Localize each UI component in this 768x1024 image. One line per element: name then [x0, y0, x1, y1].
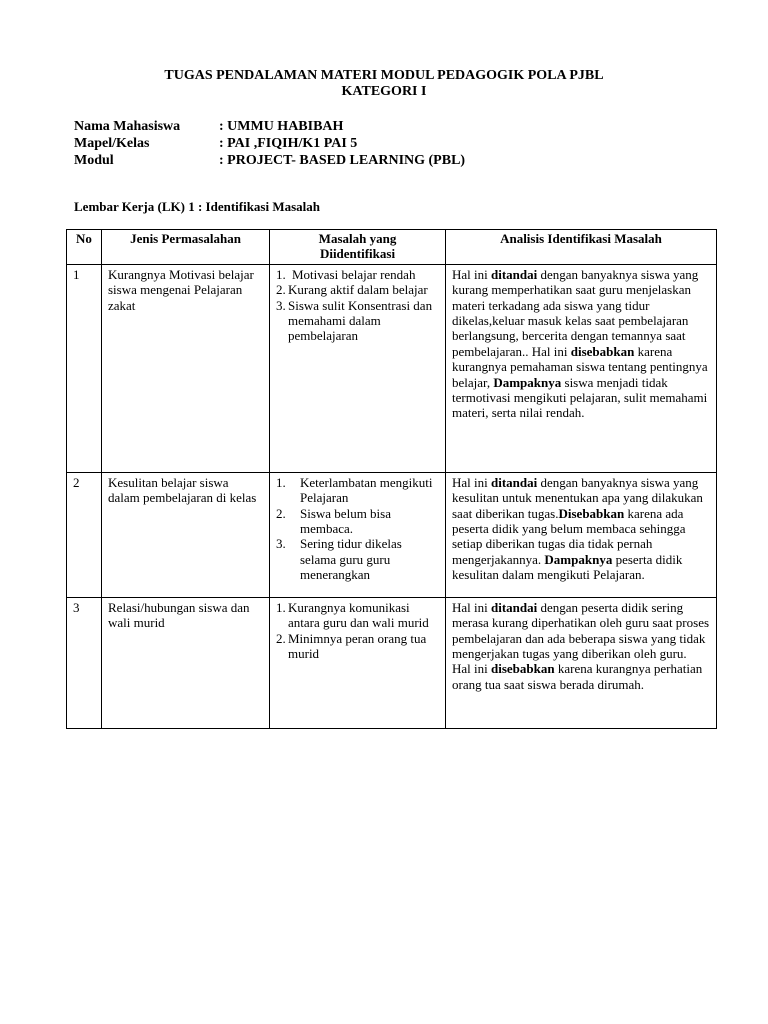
problem-identification-table [66, 229, 717, 729]
table-header-row [67, 230, 717, 265]
list-number: 1. [276, 266, 286, 282]
info-value: : UMMU HABIBAH [219, 119, 344, 134]
analysis-text: dengan peserta didik sering merasa kurang diperhatikan oleh guru saat proses pembelajaran dan ada beberapa siswa yang tidak mengerjakan tugas yang diberikan oleh guru. [452, 599, 710, 662]
keyword-dampaknya: Dampaknya [493, 374, 562, 390]
table-row [67, 597, 717, 728]
analysis-text: Hal ini [452, 661, 491, 677]
list-number: 2. [276, 282, 286, 298]
analysis-text: Hal ini [452, 599, 491, 615]
title-line-2: KATEGORI I [341, 84, 427, 99]
cell-no: 2 [67, 472, 102, 597]
cell-analisis [446, 597, 717, 728]
cell-jenis: Kesulitan belajar siswa dalam pembelajaran di kelas [102, 472, 270, 597]
list-item [276, 298, 439, 344]
list-text: Minimnya peran orang tua murid [288, 630, 427, 662]
list-item [276, 267, 439, 282]
keyword-ditandai: ditandai [491, 266, 538, 282]
list-text: Kurang aktif dalam belajar [288, 282, 428, 298]
cell-jenis: Relasi/hubungan siswa dan wali murid [102, 597, 270, 728]
keyword-dampaknya: Dampaknya [544, 551, 613, 567]
list-item [276, 506, 439, 537]
info-label: Modul [74, 153, 114, 168]
info-label: Nama Mahasiswa [74, 119, 181, 134]
title-line-1: TUGAS PENDALAMAN MATERI MODUL PEDAGOGIK POLA PJBL [164, 68, 604, 83]
list-item [276, 282, 439, 297]
info-row-modul [74, 153, 465, 170]
analysis-text: karena kurangnya pemahaman siswa tentang pentingnya belajar, [452, 343, 708, 390]
info-row-nama [74, 119, 465, 136]
document-title [0, 68, 768, 100]
analysis-text: Hal ini [452, 266, 491, 282]
analysis-text: siswa menjadi tidak termotivasi mengikuti pelajaran, sulit memahami materi, serta nilai rendah. [452, 374, 708, 421]
list-number: 3. [276, 536, 286, 552]
cell-analisis [446, 264, 717, 472]
analysis-text: karena ada peserta didik yang belum membaca sehingga setiap diberikan tugas dia tidak pernah mengerjakannya. [452, 505, 686, 567]
table-row [67, 264, 717, 472]
list-number: 3. [276, 297, 286, 313]
cell-masalah [270, 597, 446, 728]
problem-list [276, 600, 439, 662]
info-value: : PROJECT- BASED LEARNING (PBL) [219, 153, 466, 168]
worksheet-heading: Lembar Kerja (LK) 1 : Identifikasi Masalah [74, 199, 321, 214]
cell-masalah [270, 472, 446, 597]
cell-masalah [270, 264, 446, 472]
list-number: 2. [276, 505, 286, 521]
list-number: 1. [276, 599, 286, 615]
student-info [74, 119, 465, 170]
analysis-text: dengan banyaknya siswa yang kesulitan untuk menentukan apa yang dilakukan saat diberikan tugas. [452, 474, 703, 521]
cell-no: 1 [67, 264, 102, 472]
list-number: 1. [276, 474, 286, 490]
cell-analisis [446, 472, 717, 597]
header-jenis: Jenis Permasalahan [102, 230, 270, 265]
list-text: Kurangnya komunikasi antara guru dan wali murid [288, 599, 429, 631]
table-row [67, 472, 717, 597]
analysis-text: dengan banyaknya siswa yang kurang memperhatikan saat guru menjelaskan materi terkadang ada siswa yang tidur dikelas,keluar masuk kelas saat pembelajaran berlangsung, bercerita dengan temannya saat pembelajaran.. Hal ini [452, 266, 699, 359]
list-number: 2. [276, 630, 286, 646]
info-value: : PAI ,FIQIH/K1 PAI 5 [219, 136, 358, 151]
cell-no: 3 [67, 597, 102, 728]
header-analisis: Analisis Identifikasi Masalah [446, 230, 717, 265]
list-text: Keterlambatan mengikuti Pelajaran [300, 474, 433, 506]
info-label: Mapel/Kelas [74, 136, 150, 151]
analysis-text: Hal ini [452, 474, 491, 490]
list-text: Sering tidur dikelas selama guru guru menerangkan [300, 536, 402, 583]
list-text: Siswa belum bisa membaca. [300, 505, 391, 537]
keyword-disebabkan: disebabkan [491, 661, 555, 677]
header-masalah: Masalah yang Diidentifikasi [270, 230, 446, 265]
header-no: No [67, 230, 102, 265]
list-item [276, 600, 439, 631]
list-text: Motivasi belajar rendah [292, 266, 416, 282]
list-item [276, 631, 439, 662]
cell-jenis: Kurangnya Motivasi belajar siswa mengenai Pelajaran zakat [102, 264, 270, 472]
problem-list [276, 267, 439, 344]
info-row-mapel [74, 136, 465, 153]
keyword-ditandai: ditandai [491, 474, 538, 490]
keyword-ditandai: ditandai [491, 599, 538, 615]
analysis-text: karena kurangnya perhatian orang tua saat siswa berada dirumah. [452, 661, 703, 692]
analysis-text: peserta didik kesulitan dalam mengikuti Pelajaran. [452, 551, 683, 583]
list-item [276, 536, 439, 582]
keyword-disebabkan: Disebabkan [558, 505, 625, 521]
list-text: Siswa sulit Konsentrasi dan memahami dalam pembelajaran [288, 297, 433, 344]
list-item [276, 475, 439, 506]
keyword-disebabkan: disebabkan [570, 343, 635, 359]
problem-list [276, 475, 439, 583]
